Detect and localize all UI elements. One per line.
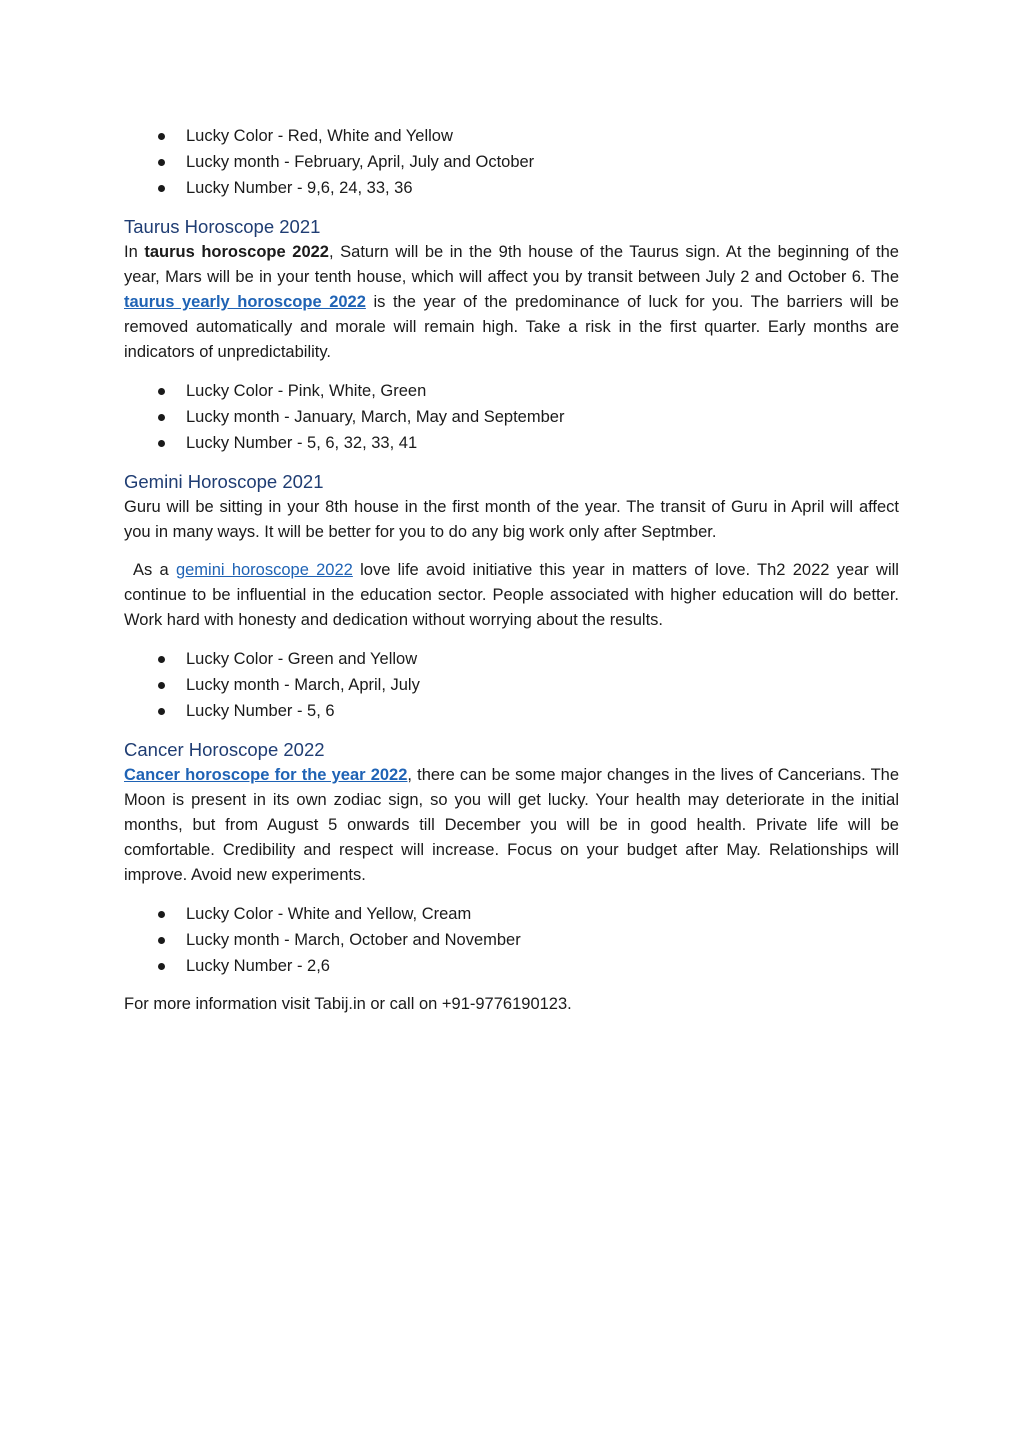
gemini-paragraph-2: As a gemini horoscope 2022 love life avoid initiative this year in matters of love. Th2 2022 year will continue to be influential in the education sector. People associated with higher education will do better. Work hard with honesty and dedication without worrying about the results. xyxy=(124,561,899,629)
bullet-icon xyxy=(158,388,165,395)
bullet-icon xyxy=(158,656,165,663)
list-item: Lucky Color - Pink, White, Green xyxy=(124,378,899,404)
list-item: Lucky month - January, March, May and September xyxy=(124,404,899,430)
gemini-heading: Gemini Horoscope 2021 xyxy=(124,471,324,492)
taurus-heading: Taurus Horoscope 2021 xyxy=(124,216,321,237)
bullet-icon xyxy=(158,159,165,166)
bullet-icon xyxy=(158,133,165,140)
list-item: Lucky Color - White and Yellow, Cream xyxy=(124,901,899,927)
list-item: Lucky Number - 5, 6, 32, 33, 41 xyxy=(124,430,899,456)
list-item: Lucky month - March, October and November xyxy=(124,927,899,953)
taurus-lucky-list xyxy=(124,378,899,456)
gemini-horoscope-link[interactable]: gemini horoscope 2022 xyxy=(175,561,353,579)
cancer-horoscope-link[interactable]: Cancer horoscope for the year 2022 xyxy=(124,766,408,784)
bullet-icon xyxy=(158,414,165,421)
list-item: Lucky Number - 5, 6 xyxy=(124,698,899,724)
taurus-yearly-horoscope-link[interactable]: taurus yearly horoscope 2022 xyxy=(124,293,366,311)
taurus-paragraph: In taurus horoscope 2022, Saturn will be in the 9th house of the Taurus sign. At the beginning of the year, Mars will be in your tenth house, which will affect you by transit between July 2 and October 6. The taurus yearly horoscope 2022 is the year of the predominance of luck for you. The barriers will be removed automatically and morale will remain high. Take a risk in the first quarter. Early months are indicators of unpredictability. xyxy=(124,243,899,361)
list-item: Lucky Color - Green and Yellow xyxy=(124,646,899,672)
bullet-icon xyxy=(158,682,165,689)
list-item: Lucky month - March, April, July xyxy=(124,672,899,698)
bullet-icon xyxy=(158,440,165,447)
gemini-lucky-list xyxy=(124,646,899,724)
cancer-paragraph: Cancer horoscope for the year 2022, there can be some major changes in the lives of Cancerians. The Moon is present in its own zodiac sign, so you will get lucky. Your health may deteriorate in the initial months, but from August 5 onwards till December you will be in good health. Private life will be comfortable. Credibility and respect will increase. Focus on your budget after May. Relationships will improve. Avoid new experiments. xyxy=(124,766,900,884)
bullet-icon xyxy=(158,708,165,715)
list-item: Lucky Color - Red, White and Yellow xyxy=(124,123,899,149)
bullet-icon xyxy=(158,937,165,944)
gemini-paragraph-1: Guru will be sitting in your 8th house in the first month of the year. The transit of Guru in April will affect you in many ways. It will be better for you to do any big work only after Septmber. xyxy=(124,498,899,541)
cancer-heading: Cancer Horoscope 2022 xyxy=(124,739,325,760)
bullet-icon xyxy=(158,911,165,918)
list-item: Lucky Number - 2,6 xyxy=(124,953,899,979)
list-item: Lucky month - February, April, July and October xyxy=(124,149,899,175)
bullet-icon xyxy=(158,185,165,192)
list-item: Lucky Number - 9,6, 24, 33, 36 xyxy=(124,175,899,201)
aries-lucky-list xyxy=(124,123,899,201)
footer-contact-text: For more information visit Tabij.in or call on +91-9776190123. xyxy=(124,995,572,1013)
bullet-icon xyxy=(158,963,165,970)
cancer-lucky-list xyxy=(124,901,899,979)
